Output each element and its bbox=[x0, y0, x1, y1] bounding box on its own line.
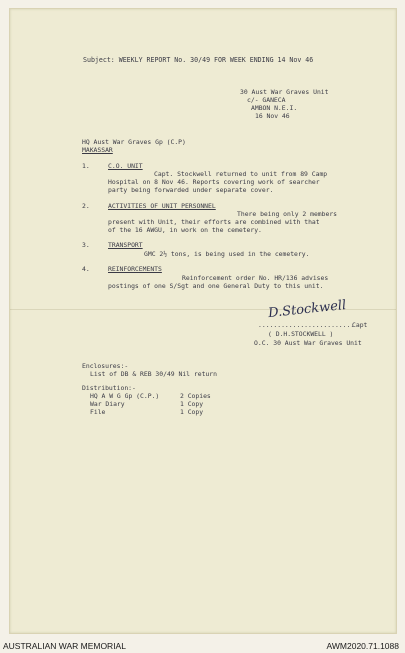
section-heading: C.O. UNIT bbox=[108, 162, 143, 170]
section-body-line: postings of one S/Sgt and one General Duty to this unit. bbox=[108, 282, 324, 290]
section-number: 2. bbox=[82, 202, 90, 210]
section-heading: REINFORCEMENTS bbox=[108, 265, 162, 273]
distribution-label: Distribution:- bbox=[82, 384, 136, 392]
section-number: 4. bbox=[82, 265, 90, 273]
distribution-copies: 1 Copy bbox=[180, 400, 204, 408]
section-body-line: of the 16 AWGU, in work on the cemetery. bbox=[108, 226, 262, 234]
section-body-line: present with Unit, their efforts are combined with that bbox=[108, 218, 320, 226]
sender-date: 16 Nov 46 bbox=[255, 112, 290, 120]
section-number: 1. bbox=[82, 162, 90, 170]
subject-line: Subject: WEEKLY REPORT No. 30/49 FOR WEEK ENDING 14 Nov 46 bbox=[83, 56, 314, 64]
signature-dots: ......................... bbox=[258, 321, 355, 329]
signature-name: ( D.H.STOCKWELL ) bbox=[268, 330, 334, 338]
section-body-line: Hospital on 8 Nov 46. Reports covering work of searcher bbox=[108, 178, 320, 186]
section-body-line: party being forwarded under separate cover. bbox=[108, 186, 274, 194]
distribution-recipient: HQ A W G Gp (C.P.) bbox=[90, 392, 160, 400]
distribution-copies: 2 Copies bbox=[180, 392, 211, 400]
section-body-line: GMC 2½ tons, is being used in the cemetery. bbox=[144, 250, 310, 258]
section-body-line: Reinforcement order No. HR/136 advises bbox=[182, 274, 329, 282]
addressee-line1: HQ Aust War Graves Gp (C.P) bbox=[82, 138, 186, 146]
footer-institution: AUSTRALIAN WAR MEMORIAL bbox=[3, 641, 126, 651]
section-body-line: There being only 2 members bbox=[237, 210, 338, 218]
signature-rank: Capt bbox=[352, 321, 368, 329]
enclosures-label: Enclosures:- bbox=[82, 362, 129, 370]
section-heading: TRANSPORT bbox=[108, 241, 143, 249]
signature-title: O.C. 30 Aust War Graves Unit bbox=[254, 339, 362, 347]
enclosures-item: List of DB & REB 30/49 Nil return bbox=[90, 370, 217, 378]
distribution-recipient: War Diary bbox=[90, 400, 125, 408]
addressee-line2: MAKASSAR bbox=[82, 146, 113, 154]
distribution-recipient: File bbox=[90, 408, 106, 416]
sender-location: AMBON N.E.I. bbox=[251, 104, 298, 112]
distribution-copies: 1 Copy bbox=[180, 408, 204, 416]
section-number: 3. bbox=[82, 241, 90, 249]
section-heading: ACTIVITIES OF UNIT PERSONNEL bbox=[108, 202, 216, 210]
handwritten-signature: D.Stockwell bbox=[267, 297, 347, 322]
section-body-line: Capt. Stockwell returned to unit from 89 Camp bbox=[154, 170, 328, 178]
sender-care-of: c/- GANECA bbox=[247, 96, 286, 104]
sender-unit: 30 Aust War Graves Unit bbox=[240, 88, 329, 96]
footer-accession-number: AWM2020.71.1088 bbox=[326, 641, 399, 651]
